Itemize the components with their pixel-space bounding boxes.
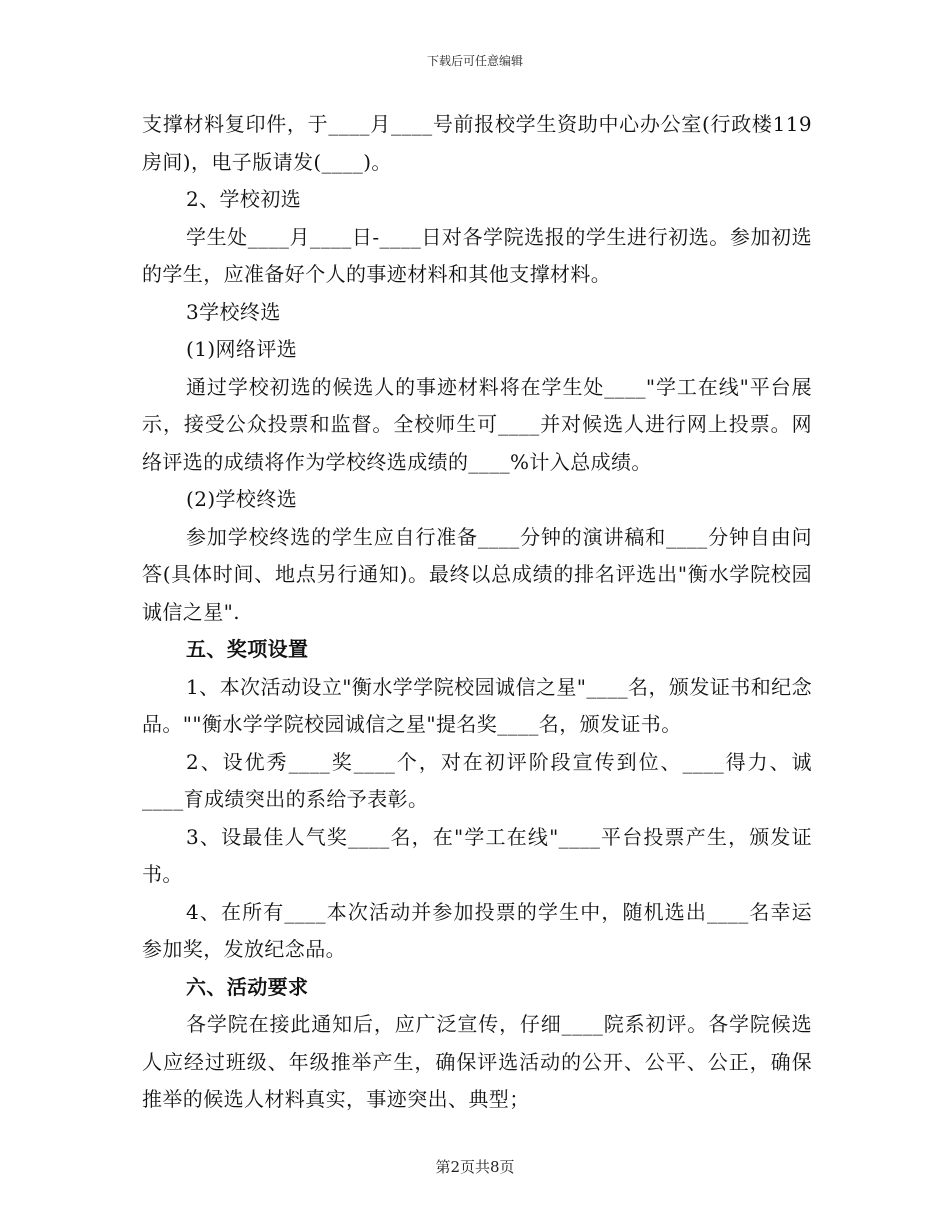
document-body <box>142 106 812 1119</box>
section-heading-requirements: 六、活动要求 <box>186 974 309 999</box>
section-heading-awards: 五、奖项设置 <box>186 637 309 661</box>
heading-initial-selection: 2、学校初选 <box>186 187 302 211</box>
heading-school-final: (2)学校终选 <box>186 487 298 511</box>
paragraph-school-final: 参加学校终选的学生应自行准备____分钟的演讲稿和____分钟自由问答(具体时间、地点另行通知)。最终以总成绩的排名评选出"衡水学院校园诚信之星". <box>142 524 812 624</box>
paragraph-submission: 支撑材料复印件，于____月____号前报校学生资助中心办公室(行政楼119房间)，电子版请发(____)。 <box>142 112 812 174</box>
paragraph-online-voting: 通过学校初选的候选人的事迹材料将在学生处____"学工在线"平台展示，接受公众投票和监督。全校师生可____并对候选人进行网上投票。网络评选的成绩将作为学校终选成绩的____%计入总成绩。 <box>142 374 812 474</box>
paragraph-requirements: 各学院在接此通知后，应广泛宣传，仔细____院系初评。各学院候选人应经过班级、年级推举产生，确保评选活动的公开、公平、公正，确保推举的候选人材料真实，事迹突出、典型； <box>142 1012 812 1111</box>
heading-final-selection: 3学校终选 <box>186 299 281 324</box>
paragraph-award-3: 3、设最佳人气奖____名，在"学工在线"____平台投票产生，颁发证书。 <box>142 824 812 886</box>
paragraph-award-1: 1、本次活动设立"衡水学学院校园诚信之星"____名，颁发证书和纪念品。""衡水学学院校园诚信之星"提名奖____名，颁发证书。 <box>142 674 812 736</box>
paragraph-award-2: 2、设优秀____奖____个，对在初评阶段宣传到位、____得力、诚____育成绩突出的系给予表彰。 <box>142 749 812 811</box>
page-header: 下载后可任意编辑 <box>426 54 523 68</box>
page-footer: 第2页共8页 <box>435 1158 515 1176</box>
paragraph-initial-selection: 学生处____月____日-____日对各学院选报的学生进行初选。参加初选的学生，应准备好个人的事迹材料和其他支撑材料。 <box>142 224 812 286</box>
paragraph-award-4: 4、在所有____本次活动并参加投票的学生中，随机选出____名幸运参加奖，发放纪念品。 <box>142 899 812 961</box>
heading-online-voting: (1)网络评选 <box>186 337 298 361</box>
